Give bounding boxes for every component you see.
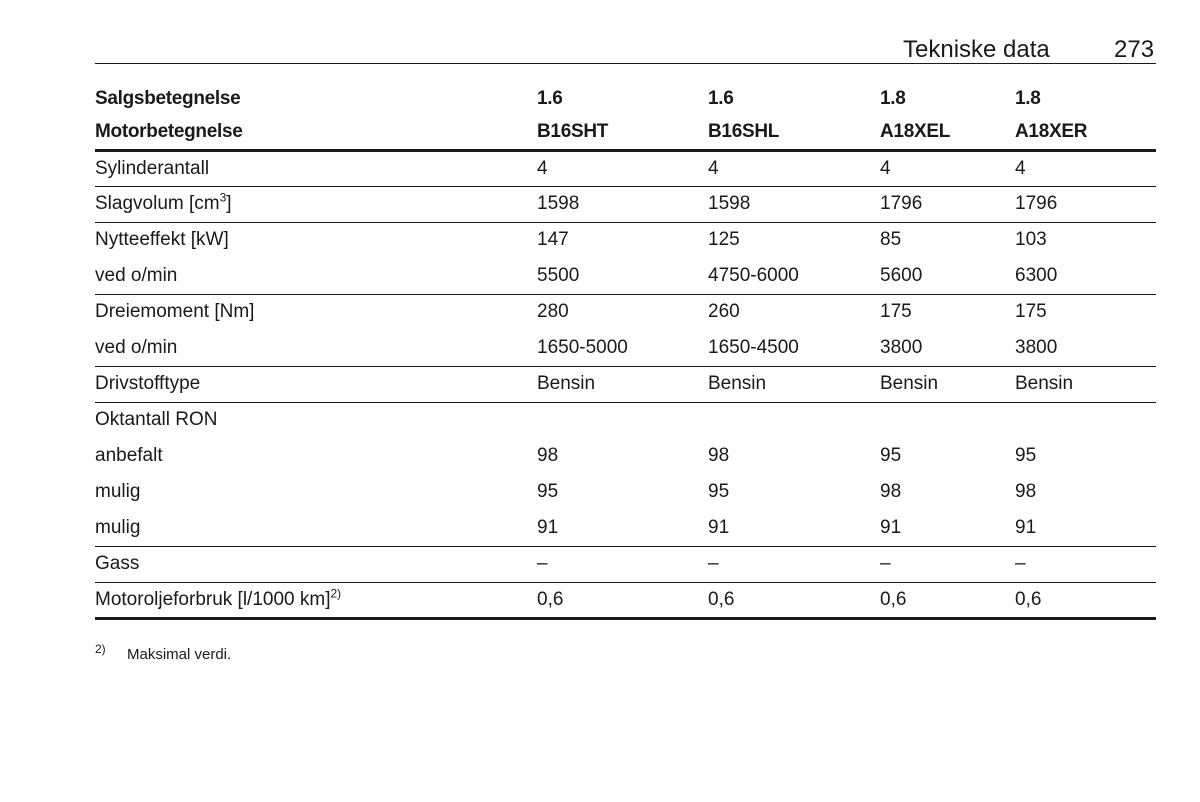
- table-cell: 175: [880, 301, 912, 323]
- table-cell: 98: [708, 445, 730, 466]
- row-label: Slagvolum $[cm^3]$: [95, 186, 537, 222]
- table-cell: 91: [708, 510, 880, 546]
- table-header-sales-row: [95, 82, 1156, 116]
- page-number: 273: [1114, 36, 1155, 63]
- table-cell: 4: [1015, 150, 1156, 186]
- table-cell: Bensin: [1015, 366, 1156, 402]
- table-cell: 1650-4500: [708, 330, 880, 366]
- row-label: Dreiemoment [Nm]: [95, 301, 255, 323]
- table-cell: 95: [880, 445, 902, 466]
- table-cell: [1015, 402, 1156, 438]
- table-cell: Bensin: [537, 366, 708, 402]
- table-cell: 4: [880, 150, 1015, 186]
- table-cell: 1598: [708, 186, 880, 222]
- table-cell: 3800: [880, 330, 1015, 366]
- table-row: [95, 546, 1156, 582]
- table-cell: 5600: [880, 258, 1015, 294]
- row-label: Oktantall RON: [95, 409, 218, 431]
- table-cell: 103: [1015, 229, 1047, 251]
- column-header: 1.8: [1015, 88, 1041, 109]
- table-cell: 4: [708, 150, 880, 186]
- table-cell: 175: [1015, 301, 1047, 323]
- engine-spec-table: [95, 82, 1156, 620]
- table-cell: 125: [708, 229, 740, 251]
- table-cell: 95: [537, 481, 559, 502]
- row-label: ved o/min: [95, 258, 537, 294]
- table-cell: 260: [708, 301, 740, 323]
- table-cell: 5500: [537, 258, 708, 294]
- table-cell: [537, 402, 708, 438]
- row-label: Motoroljeforbruk [l/1000 km]$^{2)}$: [95, 582, 537, 618]
- footnote: [95, 642, 232, 664]
- table-cell: [880, 402, 1015, 438]
- table-cell: Bensin: [708, 366, 880, 402]
- table-cell: 95: [1015, 445, 1037, 466]
- column-header: 1.6: [537, 88, 563, 109]
- table-cell: 1796: [880, 186, 1015, 222]
- row-label: ved o/min: [95, 330, 537, 366]
- table-cell: 0,6: [537, 582, 708, 618]
- table-cell: 0,6: [708, 582, 880, 618]
- table-row: [95, 366, 1156, 402]
- table-row: [95, 150, 1156, 186]
- row-label: Gass: [95, 546, 537, 582]
- table-cell: –: [880, 546, 1015, 582]
- footnote-text: Maksimal verdi.: [127, 646, 232, 663]
- table-row: [95, 330, 1156, 366]
- table-cell: 98: [537, 445, 559, 466]
- column-header: 1.8: [880, 88, 906, 109]
- table-cell: 4: [537, 150, 708, 186]
- row-label: Drivstofftype: [95, 366, 537, 402]
- table-cell: 1650-5000: [537, 330, 708, 366]
- table-cell: 0,6: [1015, 582, 1156, 618]
- table-cell: 85: [880, 229, 902, 251]
- engine-code: A18XER: [1015, 116, 1156, 150]
- table-row: [95, 402, 1156, 438]
- section-title: Tekniske data: [903, 36, 1050, 63]
- column-header: 1.6: [708, 88, 734, 109]
- table-row: [95, 294, 1156, 330]
- table-cell: 6300: [1015, 258, 1156, 294]
- engine-code: A18XEL: [880, 116, 1015, 150]
- row-label: mulig: [95, 481, 141, 502]
- engine-code: B16SHL: [708, 116, 880, 150]
- table-cell: 3800: [1015, 330, 1156, 366]
- table-cell: 91: [880, 510, 1015, 546]
- row-label: anbefalt: [95, 445, 163, 466]
- table-cell: 98: [1015, 481, 1037, 502]
- sales-designation-label: Salgsbetegnelse: [95, 88, 241, 109]
- table-cell: 0,6: [880, 582, 1015, 618]
- table-row: [95, 510, 1156, 546]
- table-cell: 1598: [537, 186, 708, 222]
- row-label: Sylinderantall: [95, 150, 537, 186]
- table-cell: 95: [708, 481, 730, 502]
- table-row: [95, 582, 1156, 618]
- table-cell: [708, 402, 880, 438]
- table-cell: 91: [537, 510, 708, 546]
- engine-designation-label: Motorbetegnelse: [95, 116, 537, 150]
- table-cell: 1796: [1015, 186, 1156, 222]
- table-cell: Bensin: [880, 366, 1015, 402]
- row-label: Nytteeffekt [kW]: [95, 229, 229, 251]
- table-cell: 280: [537, 301, 569, 323]
- table-cell: –: [708, 546, 880, 582]
- table-row: [95, 474, 1156, 510]
- table-cell: –: [1015, 546, 1156, 582]
- table-cell: –: [537, 546, 708, 582]
- table-cell: 4750-6000: [708, 258, 880, 294]
- header-divider: [95, 63, 1156, 64]
- row-label: mulig: [95, 510, 537, 546]
- table-row: [95, 258, 1156, 294]
- table-header-engine-row: [95, 116, 1156, 150]
- table-row: [95, 186, 1156, 222]
- table-cell: 147: [537, 229, 569, 251]
- engine-code: B16SHT: [537, 116, 708, 150]
- footnote-marker: 2): [95, 642, 106, 656]
- table-row: [95, 438, 1156, 474]
- table-row: [95, 222, 1156, 258]
- table-cell: 91: [1015, 510, 1156, 546]
- table-cell: 98: [880, 481, 902, 502]
